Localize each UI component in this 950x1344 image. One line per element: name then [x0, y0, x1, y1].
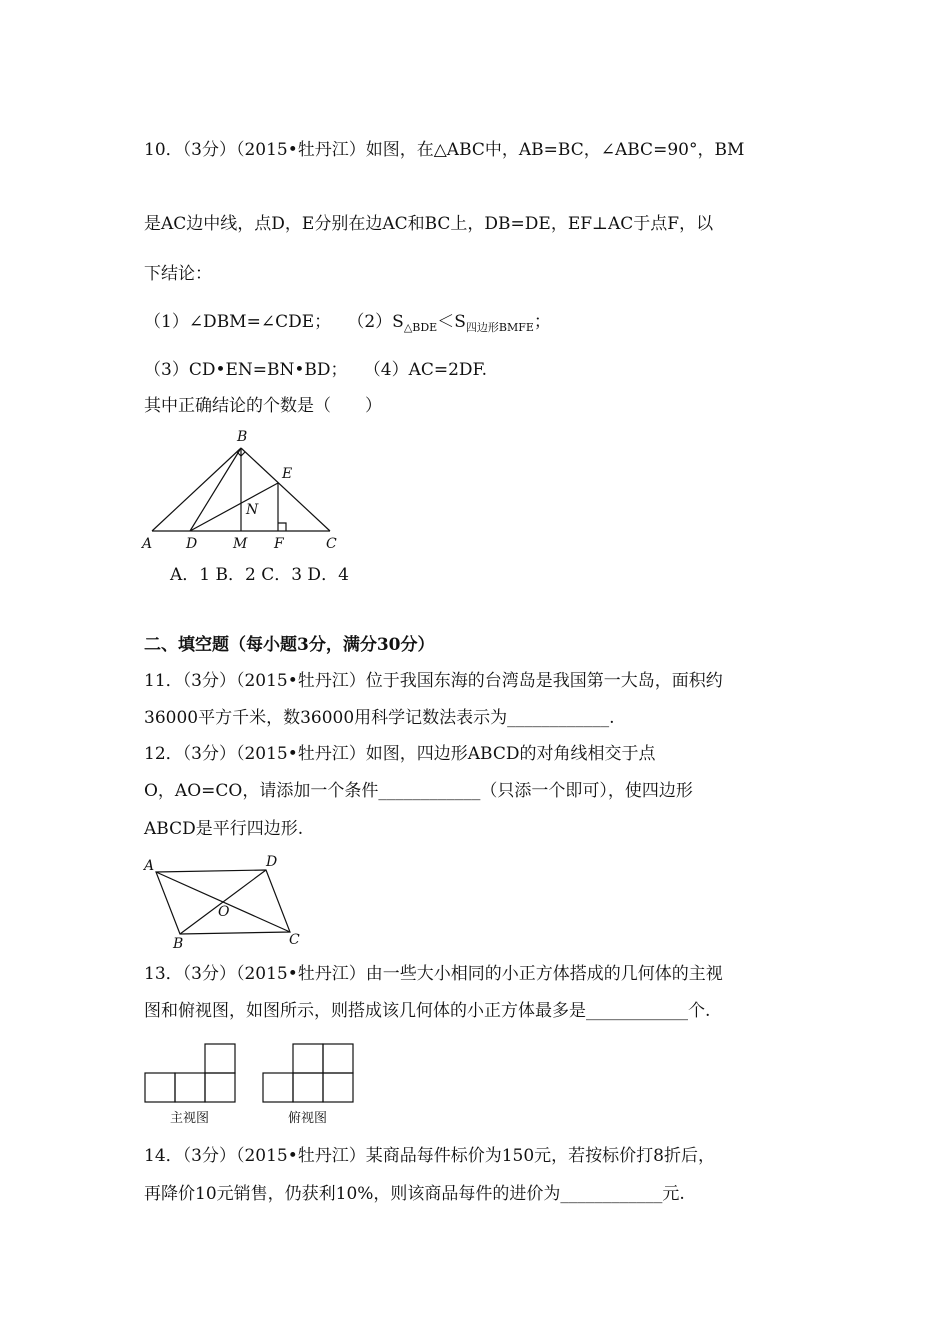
q10-stem-line1: 10．（3分）（2015•牡丹江）如图，在△ABC中，AB=BC，∠ABC=90°，BM [144, 140, 745, 160]
q10-conclusion-1: （1）∠DBM=∠CDE； [144, 312, 332, 332]
front-view [145, 1044, 235, 1102]
q14-line1: 14．（3分）（2015•牡丹江）某商品每件标价为150元，若按标价打8折后， [144, 1146, 716, 1166]
q10-triangle-figure [140, 426, 350, 554]
q12-line3: ABCD是平行四边形. [144, 819, 304, 839]
q12-parallelogram-figure [140, 852, 310, 952]
q10-conclusion-3: （3）CD•EN=BN•BD； [144, 360, 348, 380]
q10-conclusion-2: $(2)S_{\triangle BDE}<S_{四边形BMFE}$； [347, 312, 551, 334]
q11-line2: 36000平方千米，数36000用科学记数法表示为____________. [144, 708, 615, 728]
segment-DE [190, 483, 278, 531]
label-D: D [266, 854, 278, 870]
q13-line1: 13．（3分）（2015•牡丹江）由一些大小相同的小正方体搭成的几何体的主视 [144, 964, 723, 984]
q10-conclusions-row2 [144, 359, 487, 381]
label-C: C [289, 932, 300, 948]
q14-line2: 再降价10元销售，仍获利10%，则该商品每件的进价为____________元. [144, 1184, 685, 1204]
q11-line1: 11．（3分）（2015•牡丹江）位于我国东海的台湾岛是我国第一大岛，面积约 [144, 671, 723, 691]
label-E: E [282, 466, 293, 482]
front-view-caption: 主视图 [170, 1111, 210, 1126]
q12-line1: 12．（3分）（2015•牡丹江）如图，四边形ABCD的对角线相交于点 [144, 744, 656, 764]
q12-line2: O，AO=CO，请添加一个条件____________（只添一个即可），使四边形 [144, 781, 693, 801]
segment-BD [190, 448, 241, 531]
right-angle-mark-F [278, 523, 286, 531]
top-view-caption: 俯视图 [288, 1111, 328, 1126]
top-view [263, 1044, 353, 1102]
q10-stem-line2: 是AC边中线，点D，E分别在边AC和BC上，DB=DE，EF⊥AC于点F，以 [144, 214, 714, 234]
q10-question: 其中正确结论的个数是（ ） [144, 396, 382, 416]
label-M: M [233, 536, 248, 552]
label-A: A [142, 536, 153, 552]
segment-AB [152, 448, 241, 531]
q13-line2: 图和俯视图，如图所示，则搭成该几何体的小正方体最多是____________个. [144, 1001, 711, 1021]
diagonal-BD [180, 870, 266, 934]
label-B: B [173, 936, 184, 952]
label-A: A [144, 858, 155, 874]
section2-title: 二、填空题（每小题3分，满分30分） [144, 635, 435, 655]
q10-options: A．1 B．2 C．3 D．4 [170, 565, 349, 585]
label-D: D [186, 536, 198, 552]
segment-BC [241, 448, 330, 531]
q10-conclusions-row1 [144, 311, 551, 335]
label-N: N [246, 502, 259, 518]
label-B: B [237, 429, 248, 445]
q13-views-figure [140, 1040, 365, 1132]
label-F: F [274, 536, 284, 552]
label-O: O [218, 904, 230, 920]
q10-conclusion-4: （4）AC=2DF. [363, 360, 488, 380]
label-C: C [326, 536, 337, 552]
q10-stem-line3: 下结论： [144, 264, 212, 284]
